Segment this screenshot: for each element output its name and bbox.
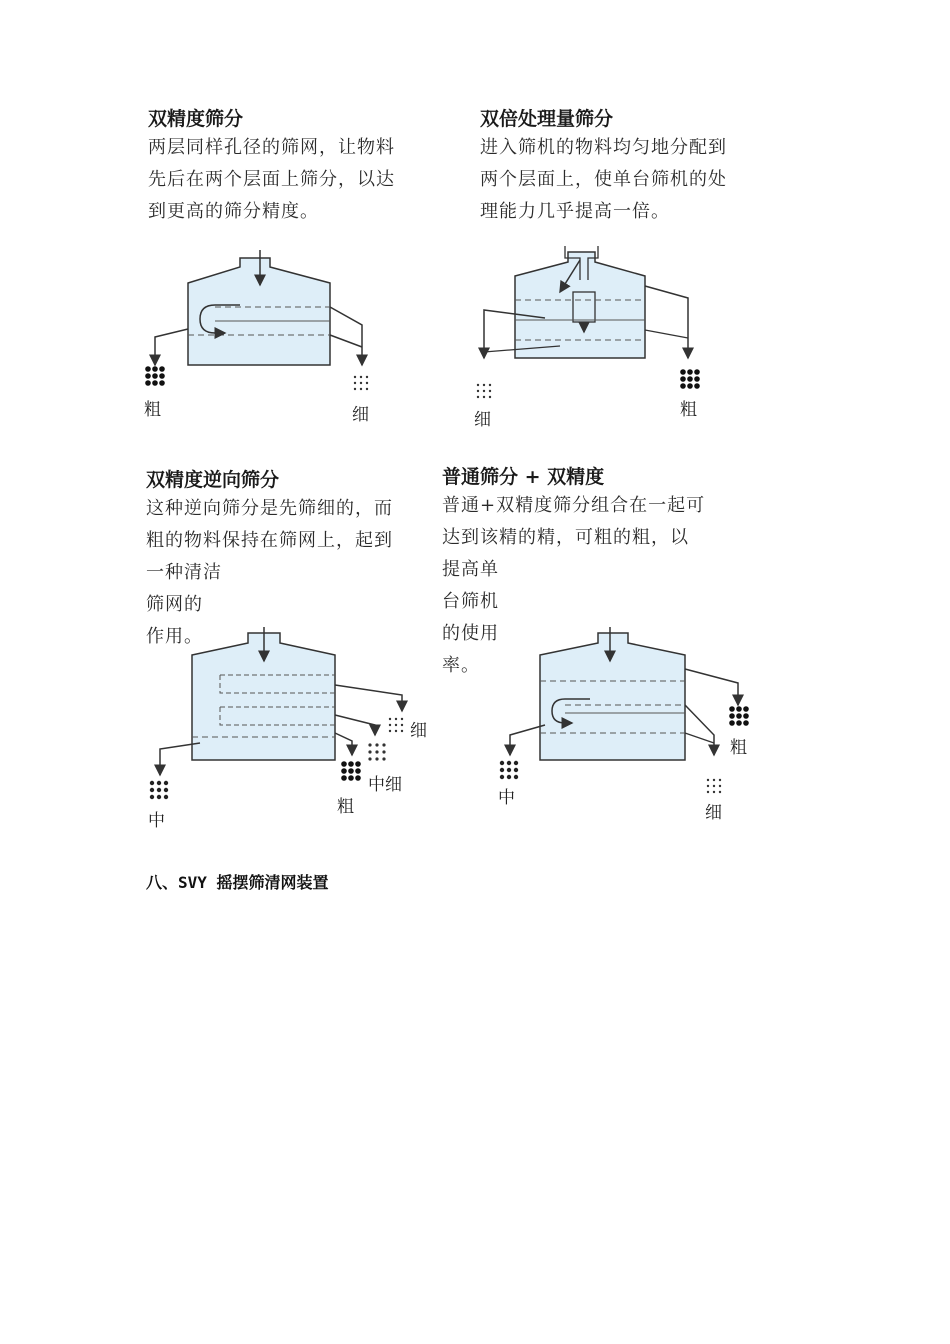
coarse-dots-icon [680,369,700,389]
machine-body [188,258,330,365]
coarse-outlet [155,329,188,365]
panel3-title: 双精度逆向筛分 [146,469,280,491]
fine-outlet-2 [685,733,714,743]
coarse-outlet [335,733,352,755]
panel2-label-coarse: 粗 [680,400,697,420]
medium-dots-icon [150,781,168,799]
panel4-line-3: 提高单 [442,559,499,580]
panel2-line-2: 两个层面上，使单台筛机的处 [480,169,727,190]
panel1-description [148,132,395,228]
panel3-line-1: 这种逆向筛分是先筛细的，而 [146,498,393,519]
panel2-line-1: 进入筛机的物料均匀地分配到 [480,137,727,158]
fine-outlet-2 [330,335,362,347]
machine-body [540,633,685,760]
panel4-line-4: 台筛机 [442,591,499,612]
panel4-label-fine: 细 [705,803,722,823]
fine-outlet [685,705,714,755]
panel3-line-4: 筛网的 [146,594,203,615]
coarse-outlet-2 [645,330,688,338]
fine-outlet [335,685,402,711]
panel1-label-coarse: 粗 [144,400,161,420]
double-precision-diagram [140,245,380,425]
panel3-line-2: 粗的物料保持在筛网上，起到 [146,530,393,551]
panel4-title: 普通筛分 + 双精度 [442,466,605,488]
panel3-label-medium-fine: 中细 [368,775,402,795]
panel4-line-2: 达到该精的精，可粗的粗，以 [442,527,689,548]
medium-fine-outlet [335,715,375,735]
coarse-dots-icon [145,366,165,386]
panel1-line-2: 先后在两个层面上筛分，以达 [148,169,395,190]
panel3-label-coarse: 粗 [337,797,354,817]
panel1-label-fine: 细 [352,405,369,425]
distributor [573,292,595,322]
panel4-label-medium: 中 [498,788,515,808]
panel3-label-medium: 中 [148,811,165,831]
panel4-label-coarse: 粗 [730,738,747,758]
panel2-line-3: 理能力几乎提高一倍。 [480,201,670,222]
fine-dots-icon [477,384,491,398]
panel4-line-5: 的使用 [442,623,499,644]
coarse-dots-icon [729,706,749,726]
medium-dots-icon [500,761,518,779]
panel3-line-3: 一种清洁 [146,562,222,583]
reverse-screening-diagram [140,625,440,825]
normal-plus-double-diagram [490,625,750,825]
medium-fine-dots-icon [368,743,385,760]
panel2-description [480,132,727,228]
panel3-line-5: 作用。 [146,626,203,647]
coarse-outlet [645,286,688,358]
fine-dots-icon [707,779,721,793]
coarse-outlet [685,669,738,705]
section-heading: 八、SVY 摇摆筛清网装置 [146,873,329,892]
panel1-line-1: 两层同样孔径的筛网，让物料 [148,137,395,158]
panel4-line-1: 普通+双精度筛分组合在一起可 [442,495,706,516]
panel2-label-fine: 细 [474,410,491,430]
panel2-title: 双倍处理量筛分 [480,108,614,130]
panel3-label-fine: 细 [410,721,427,741]
double-capacity-diagram [470,240,710,420]
panel4-line-6: 率。 [442,655,480,676]
coarse-dots-icon [341,761,361,781]
panel1-title: 双精度筛分 [148,108,244,130]
panel1-line-3: 到更高的筛分精度。 [148,201,319,222]
fine-dots-icon [389,718,403,732]
fine-dots-icon [354,376,368,390]
